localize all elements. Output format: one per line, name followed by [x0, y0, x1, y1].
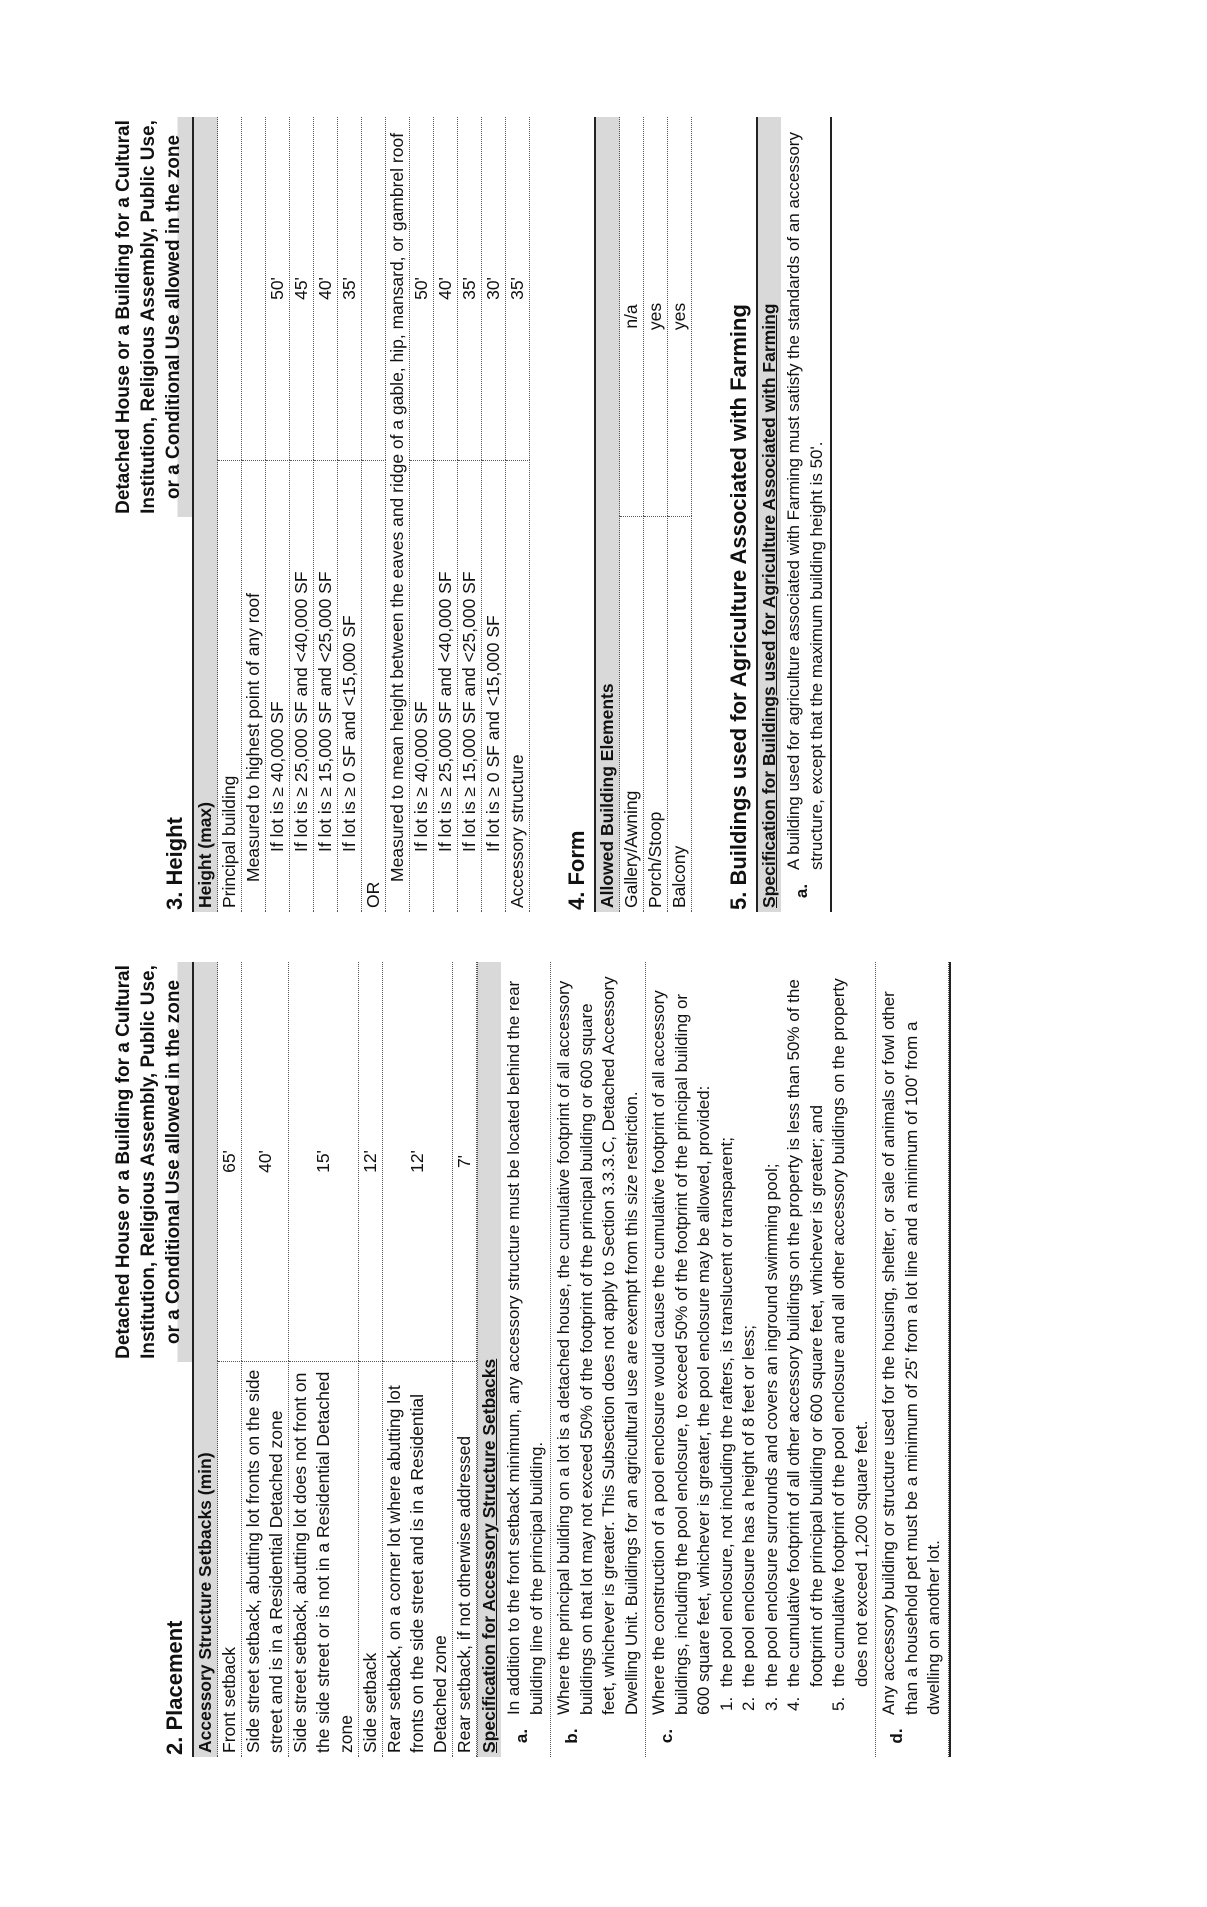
- spec-item-a: a. In addition to the front setback minimum, any accessory structure must be located behind the rear building line of the principal building.: [501, 962, 551, 1757]
- pool-conditions-list: [716, 966, 874, 1715]
- setbacks-table: [192, 962, 477, 1757]
- agriculture-spec-item-a: a. A building used for agriculture associated with Farming must satisfy the standards of an accessory structure, except that the maximum building height is 50'.: [781, 117, 832, 912]
- form-title: 4. Form: [564, 830, 589, 910]
- table-row: Rear setback, on a corner lot where abutting lot fronts on the side street and is in a Residential Detached zone 12': [383, 962, 453, 1757]
- form-table: [594, 117, 692, 912]
- table-row: If lot is ≥ 0 SF and <15,000 SF 30': [482, 117, 506, 912]
- table-row: Side street setback, abutting lot fronts on the side street and is in a Residential Detached zone 40': [242, 962, 289, 1757]
- height-form-section: [22, 117, 832, 912]
- setbacks-specification: [477, 962, 951, 1757]
- list-item: 2. the pool enclosure has a height of 8 feet or less;: [739, 1325, 758, 1711]
- table-row: If lot is ≥ 40,000 SF 50': [410, 117, 434, 912]
- placement-section: [22, 962, 951, 1757]
- table-row: Porch/Stoop yes: [644, 117, 668, 912]
- table-row: Balcony yes: [668, 117, 692, 912]
- table-row: Rear setback, if not otherwise addressed 7': [453, 962, 477, 1757]
- table-row: If lot is ≥ 25,000 SF and <40,000 SF 40': [434, 117, 458, 912]
- height-title: 3. Height: [162, 817, 187, 910]
- list-item: 1. the pool enclosure, not including the rafters, is translucent or transparent;: [716, 1137, 736, 1711]
- table-row: If lot is ≥ 25,000 SF and <40,000 SF 45': [290, 117, 314, 912]
- list-item: 4. the cumulative footprint of all other accessory buildings on the property is less than 50% of the footprint of the principal building or 600 square feet, whichever is greater; and: [784, 979, 826, 1711]
- height-table: [192, 117, 530, 912]
- height-column-header: Detached House or a Building for a Cultural Institution, Religious Assembly, Public Use, or a Conditional Use allowed in the zone: [111, 117, 192, 517]
- table-row: Side setback 12': [359, 962, 383, 1757]
- table-row: Principal building: [218, 117, 242, 912]
- table-row: If lot is ≥ 15,000 SF and <25,000 SF 40': [314, 117, 338, 912]
- table-row: Front setback 65': [218, 962, 242, 1757]
- spec-heading: Specification for Accessory Structure Setbacks: [477, 962, 501, 1757]
- table-row: If lot is ≥ 15,000 SF and <25,000 SF 35': [458, 117, 482, 912]
- table-row: Measured to highest point of any roof: [242, 117, 266, 912]
- table-row: Accessory structure 35': [506, 117, 530, 912]
- table-row: Measured to mean height between the eaves and ridge of a gable, hip, mansard, or gambrel roof: [386, 117, 410, 912]
- spec-item-b: b. Where the principal building on a lot is a detached house, the cumulative footprint of all accessory buildings on that lot may not exceed 50% of the footprint of the principal building or 600 square feet, whichever is greater. This Subsection does not apply to Section 3.3.3.C, Detached Accessory Dwelling Unit. Buildings for an agricultural use are exempt from this size restriction.: [551, 962, 646, 1757]
- spec-item-d: d. Any accessory building or structure used for the housing, shelter, or sale of animals or fowl other than a household pet must be a minimum of 25' from a lot line and a minimum of 100' from a dwelling on another lot.: [876, 962, 949, 1757]
- list-item: 5. the cumulative footprint of the pool enclosure and all other accessory buildings on the property does not exceed 1,200 square feet.: [829, 978, 871, 1711]
- form-table-head: Allowed Building Elements: [595, 517, 620, 913]
- list-item: 3. the pool enclosure surrounds and covers an inground swimming pool;: [761, 1163, 781, 1711]
- placement-title: 2. Placement: [162, 1620, 187, 1755]
- table-row: Side street setback, abutting lot does not front on the side street or is not in a Residential Detached zone 15': [289, 962, 359, 1757]
- table-row: If lot is ≥ 0 SF and <15,000 SF 35': [338, 117, 362, 912]
- placement-column-header: Detached House or a Building for a Cultural Institution, Religious Assembly, Public Use, or a Conditional Use allowed in the zone: [111, 962, 192, 1362]
- agriculture-spec-heading: Specification for Buildings used for Agriculture Associated with Farming: [756, 117, 781, 912]
- table-row: OR: [362, 117, 386, 912]
- setbacks-table-head: Accessory Structure Setbacks (min): [193, 1362, 218, 1758]
- agriculture-title: 5. Buildings used for Agriculture Associated with Farming: [726, 304, 751, 910]
- height-table-head: Height (max): [193, 461, 218, 913]
- table-row: Gallery/Awning n/a: [620, 117, 644, 912]
- agriculture-specification: [756, 117, 832, 912]
- spec-item-c: c. Where the construction of a pool enclosure would cause the cumulative footprint of all accessory buildings, including the pool enclosure, to exceed 50% of the footprint of the principal building or 600 square feet, whichever is greater, the pool enclosure may be allowed, provided: 1. the pool enclosure, not including the rafters, is translucent or transparent; 2. the pool enclosure has a height of 8 feet or less; 3. the pool enclosure surrounds and covers an inground swimming pool; 4. the cumulative footprint of all other accessory buildings on the property is less than 50% of the footprint of the principal building or 600 square feet, whichever is greater; and 5. the cumulative footprint of the pool enclosure and all other accessory buildings on the property does not exceed 1,200 square feet.: [646, 962, 876, 1757]
- table-row: If lot is ≥ 40,000 SF 50': [266, 117, 290, 912]
